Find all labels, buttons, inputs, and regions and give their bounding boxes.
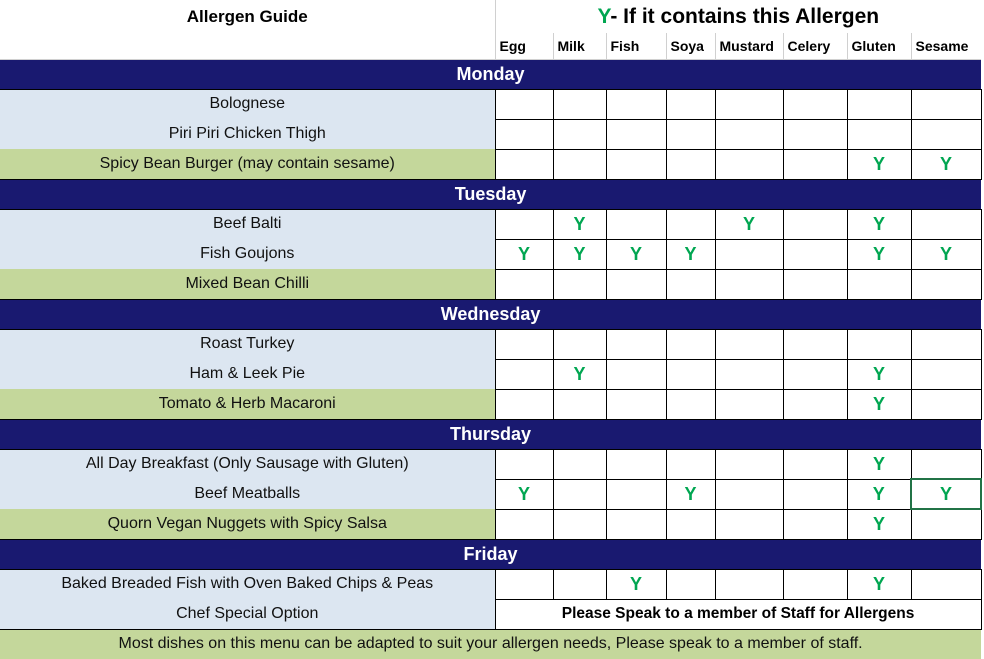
day-header-row xyxy=(0,419,981,449)
allergen-cell-celery[interactable] xyxy=(783,509,847,539)
allergen-cell-sesame[interactable] xyxy=(911,269,981,299)
day-header-row xyxy=(0,179,981,209)
day-header[interactable]: Friday xyxy=(0,539,981,569)
allergen-cell-mustard[interactable] xyxy=(715,329,783,359)
allergen-cell-fish[interactable] xyxy=(606,449,666,479)
dish-row xyxy=(0,389,981,419)
dish-row xyxy=(0,209,981,239)
allergen-cell-soya[interactable] xyxy=(666,569,715,599)
day-header-row xyxy=(0,59,981,89)
allergen-cell-gluten[interactable]: Y xyxy=(847,509,911,539)
allergen-cell-egg[interactable] xyxy=(495,149,553,179)
dish-name[interactable]: Piri Piri Chicken Thigh xyxy=(0,119,495,149)
allergen-cell-sesame[interactable] xyxy=(911,569,981,599)
allergen-cell-egg[interactable] xyxy=(495,329,553,359)
allergen-cell-celery[interactable] xyxy=(783,149,847,179)
dish-name[interactable]: Ham & Leek Pie xyxy=(0,359,495,389)
allergen-cell-gluten[interactable] xyxy=(847,119,911,149)
title-row xyxy=(0,0,981,33)
day-header-row xyxy=(0,539,981,569)
header-celery[interactable]: Celery xyxy=(783,33,847,59)
dish-row xyxy=(0,449,981,479)
dish-name[interactable]: Roast Turkey xyxy=(0,329,495,359)
allergen-cell-fish[interactable] xyxy=(606,89,666,119)
allergen-cell-milk[interactable] xyxy=(553,329,606,359)
allergen-cell-fish[interactable]: Y xyxy=(606,239,666,269)
allergen-cell-milk[interactable]: Y xyxy=(553,209,606,239)
dish-name[interactable]: Mixed Bean Chilli xyxy=(0,269,495,299)
allergen-cell-milk[interactable] xyxy=(553,119,606,149)
allergen-cell-mustard[interactable] xyxy=(715,239,783,269)
header-soya[interactable]: Soya xyxy=(666,33,715,59)
allergen-cell-celery[interactable] xyxy=(783,239,847,269)
allergen-cell-milk[interactable]: Y xyxy=(553,239,606,269)
allergen-header-row xyxy=(0,33,981,59)
allergen-cell-gluten[interactable]: Y xyxy=(847,569,911,599)
allergen-cell-soya[interactable] xyxy=(666,119,715,149)
legend[interactable] xyxy=(495,0,981,33)
dish-row xyxy=(0,359,981,389)
allergen-cell-milk[interactable] xyxy=(553,449,606,479)
allergen-cell-mustard[interactable] xyxy=(715,149,783,179)
allergen-cell-mustard[interactable] xyxy=(715,479,783,509)
day-header[interactable]: Tuesday xyxy=(0,179,981,209)
dish-row xyxy=(0,119,981,149)
allergen-cell-mustard[interactable] xyxy=(715,119,783,149)
allergen-cell-mustard[interactable]: Y xyxy=(715,209,783,239)
allergen-cell-milk[interactable] xyxy=(553,149,606,179)
allergen-note[interactable]: Please Speak to a member of Staff for Allergens xyxy=(495,599,981,629)
allergen-cell-mustard[interactable] xyxy=(715,359,783,389)
allergen-cell-milk[interactable] xyxy=(553,509,606,539)
allergen-cell-mustard[interactable] xyxy=(715,509,783,539)
allergen-cell-gluten[interactable]: Y xyxy=(847,359,911,389)
allergen-cell-egg[interactable] xyxy=(495,449,553,479)
allergen-cell-soya[interactable] xyxy=(666,269,715,299)
allergen-cell-soya[interactable] xyxy=(666,359,715,389)
dish-row xyxy=(0,269,981,299)
allergen-cell-fish[interactable] xyxy=(606,509,666,539)
allergen-cell-milk[interactable] xyxy=(553,479,606,509)
dish-row xyxy=(0,509,981,539)
allergen-cell-egg[interactable] xyxy=(495,269,553,299)
dish-name[interactable]: Bolognese xyxy=(0,89,495,119)
allergen-cell-gluten[interactable]: Y xyxy=(847,209,911,239)
allergen-cell-gluten[interactable]: Y xyxy=(847,449,911,479)
allergen-cell-fish[interactable] xyxy=(606,119,666,149)
allergen-cell-gluten[interactable]: Y xyxy=(847,149,911,179)
allergen-cell-sesame[interactable]: Y xyxy=(911,479,981,509)
allergen-cell-milk[interactable] xyxy=(553,89,606,119)
allergen-cell-egg[interactable] xyxy=(495,389,553,419)
allergen-cell-egg[interactable]: Y xyxy=(495,479,553,509)
dish-row xyxy=(0,89,981,119)
dish-row xyxy=(0,599,981,629)
allergen-cell-fish[interactable] xyxy=(606,209,666,239)
allergen-cell-egg[interactable] xyxy=(495,359,553,389)
allergen-cell-sesame[interactable] xyxy=(911,329,981,359)
allergen-cell-fish[interactable] xyxy=(606,329,666,359)
allergen-cell-celery[interactable] xyxy=(783,209,847,239)
dish-name[interactable]: All Day Breakfast (Only Sausage with Gluten) xyxy=(0,449,495,479)
dish-name[interactable]: Spicy Bean Burger (may contain sesame) xyxy=(0,149,495,179)
header-blank-cell[interactable] xyxy=(0,33,495,59)
allergen-cell-gluten[interactable] xyxy=(847,329,911,359)
allergen-cell-sesame[interactable] xyxy=(911,209,981,239)
allergen-cell-mustard[interactable] xyxy=(715,269,783,299)
allergen-cell-celery[interactable] xyxy=(783,359,847,389)
dish-row xyxy=(0,149,981,179)
allergen-cell-gluten[interactable]: Y xyxy=(847,239,911,269)
allergen-cell-celery[interactable] xyxy=(783,269,847,299)
day-header[interactable]: Monday xyxy=(0,59,981,89)
allergen-cell-mustard[interactable] xyxy=(715,89,783,119)
allergen-cell-soya[interactable]: Y xyxy=(666,239,715,269)
allergen-cell-gluten[interactable]: Y xyxy=(847,389,911,419)
allergen-cell-fish[interactable] xyxy=(606,389,666,419)
allergen-cell-soya[interactable]: Y xyxy=(666,479,715,509)
dish-name[interactable]: Quorn Vegan Nuggets with Spicy Salsa xyxy=(0,509,495,539)
allergen-cell-sesame[interactable] xyxy=(911,449,981,479)
legend-marker: Y xyxy=(597,4,611,28)
allergen-cell-celery[interactable] xyxy=(783,389,847,419)
allergen-cell-celery[interactable] xyxy=(783,479,847,509)
allergen-cell-gluten[interactable] xyxy=(847,269,911,299)
header-fish[interactable]: Fish xyxy=(606,33,666,59)
dish-name[interactable]: Baked Breaded Fish with Oven Baked Chips & Peas xyxy=(0,569,495,599)
allergen-cell-celery[interactable] xyxy=(783,329,847,359)
allergen-cell-soya[interactable] xyxy=(666,389,715,419)
allergen-cell-soya[interactable] xyxy=(666,449,715,479)
allergen-cell-soya[interactable] xyxy=(666,89,715,119)
allergen-cell-milk[interactable] xyxy=(553,569,606,599)
allergen-cell-fish[interactable] xyxy=(606,149,666,179)
dish-row xyxy=(0,329,981,359)
allergen-cell-soya[interactable] xyxy=(666,149,715,179)
allergen-cell-celery[interactable] xyxy=(783,449,847,479)
dish-name[interactable]: Beef Meatballs xyxy=(0,479,495,509)
allergen-cell-mustard[interactable] xyxy=(715,449,783,479)
guide-title[interactable]: Allergen Guide xyxy=(186,6,308,26)
day-header[interactable]: Thursday xyxy=(0,419,981,449)
allergen-cell-fish[interactable] xyxy=(606,359,666,389)
allergen-cell-fish[interactable]: Y xyxy=(606,569,666,599)
allergen-cell-mustard[interactable] xyxy=(715,569,783,599)
allergen-cell-gluten[interactable]: Y xyxy=(847,479,911,509)
allergen-cell-milk[interactable] xyxy=(553,269,606,299)
allergen-cell-sesame[interactable] xyxy=(911,119,981,149)
day-header-row xyxy=(0,299,981,329)
footer-note[interactable]: Most dishes on this menu can be adapted to suit your allergen needs, Please speak to a member of staff. xyxy=(0,629,981,659)
header-mustard[interactable]: Mustard xyxy=(715,33,783,59)
allergen-cell-gluten[interactable] xyxy=(847,89,911,119)
allergen-cell-soya[interactable] xyxy=(666,209,715,239)
legend-text: - If it contains this Allergen xyxy=(610,4,880,28)
dish-name[interactable]: Beef Balti xyxy=(0,209,495,239)
dish-name[interactable]: Tomato & Herb Macaroni xyxy=(0,389,495,419)
header-gluten[interactable]: Gluten xyxy=(847,33,911,59)
allergen-cell-sesame[interactable] xyxy=(911,359,981,389)
allergen-cell-soya[interactable] xyxy=(666,509,715,539)
header-milk[interactable]: Milk xyxy=(553,33,606,59)
allergen-cell-egg[interactable] xyxy=(495,509,553,539)
dish-name[interactable]: Chef Special Option xyxy=(0,599,495,629)
allergen-cell-egg[interactable] xyxy=(495,569,553,599)
allergen-cell-sesame[interactable] xyxy=(911,389,981,419)
allergen-cell-milk[interactable] xyxy=(553,389,606,419)
allergen-cell-milk[interactable]: Y xyxy=(553,359,606,389)
footer-row xyxy=(0,629,981,659)
allergen-cell-egg[interactable]: Y xyxy=(495,239,553,269)
allergen-cell-fish[interactable] xyxy=(606,479,666,509)
dish-row xyxy=(0,239,981,269)
dish-row xyxy=(0,479,981,509)
allergen-cell-sesame[interactable] xyxy=(911,89,981,119)
allergen-cell-egg[interactable] xyxy=(495,119,553,149)
dish-row xyxy=(0,569,981,599)
allergen-cell-sesame[interactable]: Y xyxy=(911,239,981,269)
allergen-cell-celery[interactable] xyxy=(783,119,847,149)
header-egg[interactable]: Egg xyxy=(495,33,553,59)
header-sesame[interactable]: Sesame xyxy=(911,33,981,59)
allergen-cell-mustard[interactable] xyxy=(715,389,783,419)
allergen-cell-egg[interactable] xyxy=(495,209,553,239)
allergen-cell-celery[interactable] xyxy=(783,89,847,119)
day-header[interactable]: Wednesday xyxy=(0,299,981,329)
dish-name[interactable]: Fish Goujons xyxy=(0,239,495,269)
allergen-cell-celery[interactable] xyxy=(783,569,847,599)
allergen-cell-sesame[interactable] xyxy=(911,509,981,539)
allergen-cell-fish[interactable] xyxy=(606,269,666,299)
allergen-cell-egg[interactable] xyxy=(495,89,553,119)
allergen-cell-sesame[interactable]: Y xyxy=(911,149,981,179)
allergen-cell-soya[interactable] xyxy=(666,329,715,359)
